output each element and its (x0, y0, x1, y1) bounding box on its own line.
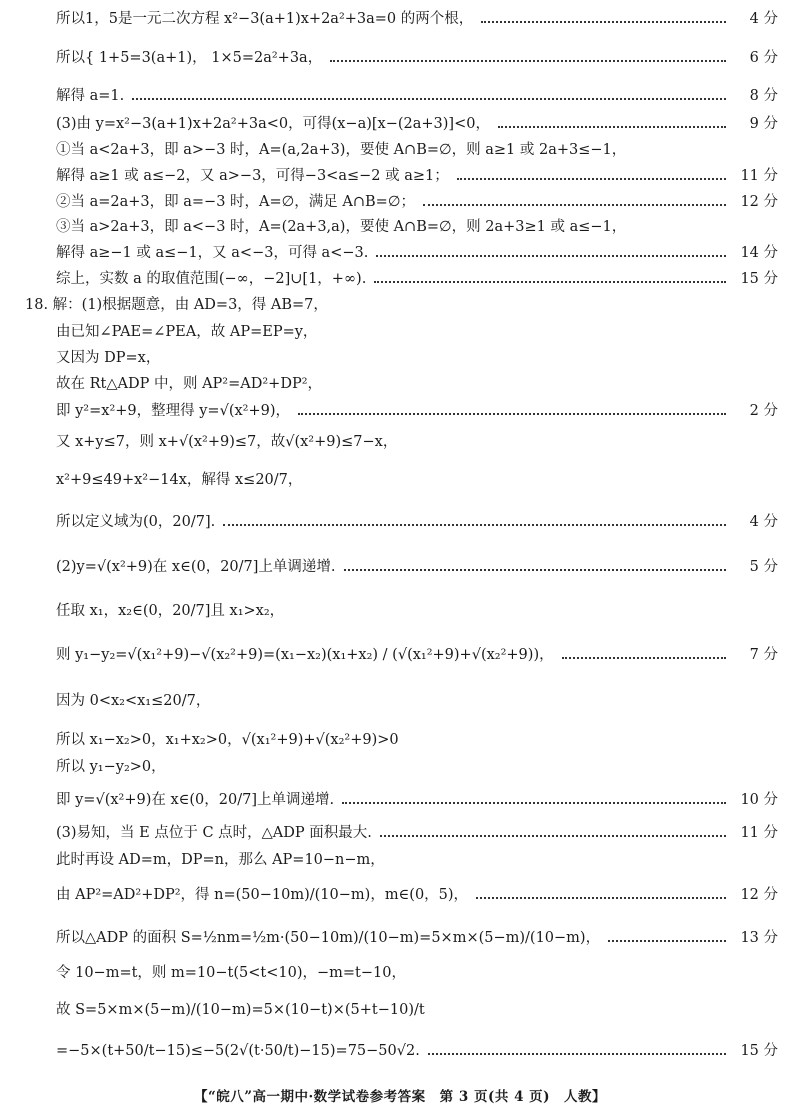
line-text: (3)由 y=x²−3(a+1)x+2a²+3a<0，可得(x−a)[x−(2a+3)]<0， (56, 116, 490, 133)
solution-line (56, 726, 778, 756)
line-text: 由已知∠PAE=∠PEA，故 AP=EP=y， (56, 324, 318, 341)
line-text: (2)y=√(x²+9)在 x∈(0，20/7]上单调递增. (56, 559, 336, 576)
line-text: ①当 a<2a+3，即 a>−3 时，A=(a,2a+3)，要使 A∩B=∅，则 a≥1 或 2a+3≤−1， (56, 142, 627, 159)
solution-line (56, 397, 778, 427)
score: 6 分 (749, 50, 778, 67)
line-text: 令 10−m=t，则 m=10−t(5<t<10)，−m=t−10， (56, 965, 406, 982)
line-text: ②当 a=2a+3，即 a=−3 时，A=∅，满足 A∩B=∅； (56, 194, 415, 211)
leader-dots (342, 802, 726, 804)
solution-line (56, 959, 778, 989)
line-text: 又因为 DP=x， (56, 350, 161, 367)
solution-line (56, 5, 778, 35)
line-text: 所以 y₁−y₂>0， (56, 759, 166, 776)
leader-dots (498, 126, 726, 128)
solution-line (56, 819, 778, 849)
solution-line (56, 753, 778, 783)
solution-line (56, 44, 778, 74)
line-text: 即 y²=x²+9，整理得 y=√(x²+9)， (56, 403, 290, 420)
line-text: 因为 0<x₂<x₁≤20/7， (56, 693, 211, 710)
leader-dots (423, 204, 726, 206)
score: 12 分 (740, 194, 778, 211)
leader-dots (132, 98, 726, 100)
line-text: 则 y₁−y₂=√(x₁²+9)−√(x₂²+9)=(x₁−x₂)(x₁+x₂) / (√(x₁²+9)+√(x₂²+9))， (56, 647, 554, 664)
line-text: 由 AP²=AD²+DP²，得 n=(50−10m)/(10−m)，m∈(0，5)， (56, 887, 469, 904)
line-text: 故 S=5×m×(5−m)/(10−m)=5×(10−t)×(5+t−10)/t (56, 1002, 425, 1019)
line-text: 任取 x₁，x₂∈(0，20/7]且 x₁>x₂， (56, 603, 285, 620)
page-footer: 【“皖八”高一期中·数学试卷参考答案 第 3 页(共 4 页) 人教】 (193, 1089, 607, 1105)
leader-dots (374, 281, 726, 283)
leader-dots (330, 60, 726, 62)
leader-dots (428, 1053, 726, 1055)
score: 13 分 (740, 930, 778, 947)
solution-line (56, 553, 778, 583)
leader-dots (344, 569, 726, 571)
leader-dots (223, 524, 726, 526)
solution-line (56, 508, 778, 538)
solution-line (56, 846, 778, 876)
score: 11 分 (740, 825, 778, 842)
score: 14 分 (740, 245, 778, 262)
line-text: 18. 解：(1)根据题意，由 AD=3，得 AB=7， (25, 297, 328, 314)
solution-line (56, 996, 778, 1026)
solution-line (56, 687, 778, 717)
leader-dots (608, 940, 726, 942)
line-text: 所以△ADP 的面积 S=½nm=½m·(50−10m)/(10−m)=5×m×(5−m)/(10−m)， (56, 930, 601, 947)
solution-line (56, 1037, 778, 1067)
leader-dots (457, 178, 726, 180)
solution-line (56, 597, 778, 627)
score: 8 分 (749, 88, 778, 105)
leader-dots (562, 657, 726, 659)
score: 15 分 (740, 271, 778, 288)
solution-line (56, 466, 778, 496)
solution-line (56, 641, 778, 671)
line-text: 综上，实数 a 的取值范围(−∞，−2]∪[1，+∞). (56, 271, 367, 288)
leader-dots (380, 835, 726, 837)
solution-line (56, 428, 778, 458)
problem-heading (25, 291, 778, 321)
line-text: 又 x+y≤7，则 x+√(x²+9)≤7，故√(x²+9)≤7−x， (56, 434, 398, 451)
solution-line (56, 786, 778, 816)
score: 12 分 (740, 887, 778, 904)
line-text: x²+9≤49+x²−14x，解得 x≤20/7， (56, 472, 303, 489)
line-text: ③当 a>2a+3，即 a<−3 时，A=(2a+3,a)，要使 A∩B=∅，则 2a+3≥1 或 a≤−1， (56, 219, 627, 236)
line-text: 解得 a≥−1 或 a≤−1，又 a<−3，可得 a<−3. (56, 245, 369, 262)
line-text: (3)易知，当 E 点位于 C 点时，△ADP 面积最大. (56, 825, 372, 842)
line-text: 所以1，5是一元二次方程 x²−3(a+1)x+2a²+3a=0 的两个根， (56, 11, 474, 28)
score: 4 分 (749, 514, 778, 531)
score: 10 分 (740, 792, 778, 809)
line-text: 所以{ 1+5=3(a+1)， 1×5=2a²+3a， (56, 50, 323, 67)
score: 7 分 (749, 647, 778, 664)
score: 11 分 (740, 168, 778, 185)
solution-line (56, 370, 778, 400)
line-text: =−5×(t+50/t−15)≤−5(2√(t·50/t)−15)=75−50√2. (56, 1043, 420, 1060)
line-text: 此时再设 AD=m，DP=n，那么 AP=10−n−m， (56, 852, 385, 869)
leader-dots (481, 21, 726, 23)
solution-line (56, 881, 778, 911)
score: 4 分 (749, 11, 778, 28)
line-text: 所以定义域为(0，20/7]. (56, 514, 216, 531)
line-text: 故在 Rt△ADP 中，则 AP²=AD²+DP²， (56, 376, 323, 393)
line-text: 所以 x₁−x₂>0，x₁+x₂>0，√(x₁²+9)+√(x₂²+9)>0 (56, 732, 399, 749)
score: 5 分 (749, 559, 778, 576)
score: 2 分 (749, 403, 778, 420)
line-text: 解得 a=1. (56, 88, 125, 105)
score: 15 分 (740, 1043, 778, 1060)
leader-dots (298, 413, 726, 415)
leader-dots (476, 897, 726, 899)
solution-line (56, 82, 778, 112)
score: 9 分 (749, 116, 778, 133)
line-text: 解得 a≥1 或 a≤−2，又 a>−3，可得−3<a≤−2 或 a≥1； (56, 168, 449, 185)
leader-dots (376, 255, 726, 257)
line-text: 即 y=√(x²+9)在 x∈(0，20/7]上单调递增. (56, 792, 335, 809)
solution-line (56, 924, 778, 954)
